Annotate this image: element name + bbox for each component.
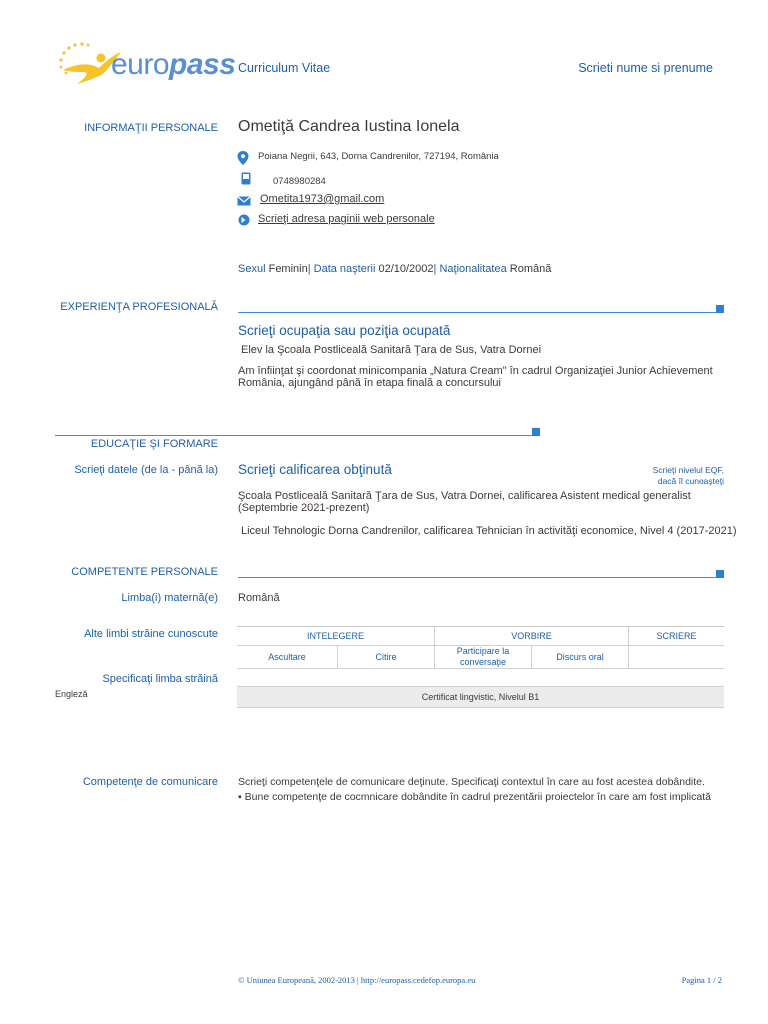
- experience-place: Elev la Şcoala Postliceală Sanitară Ţara de Sus, Vatra Dornei: [241, 344, 542, 356]
- sub-spoken-interaction: Participare la conversaţie: [435, 646, 532, 669]
- sex-value: Feminin: [268, 263, 308, 275]
- doc-type-title: Curriculum Vitae: [238, 61, 331, 75]
- name-placeholder-header: Scrieti nume si prenume: [578, 61, 713, 75]
- communication-label: Competenţe de comunicare: [82, 776, 218, 788]
- website-icon: [238, 214, 250, 226]
- phone-number: 0748980284: [273, 176, 326, 187]
- eqf-line-1: Scrieţi nivelul EQF,: [652, 465, 724, 475]
- email-icon: [237, 196, 251, 206]
- europass-logo: [55, 40, 236, 90]
- nationality-value: Română: [509, 263, 552, 275]
- personal-details-line: Sexul Feminin| Data naşterii 02/10/2002| Naţionalitatea Română: [238, 263, 552, 275]
- address: Poiana Negrii, 643, Dorna Candrenilor, 727194, România: [258, 151, 499, 162]
- sub-writing-empty: [629, 646, 725, 669]
- experience-title: Scrieţi ocupaţia sau poziţia ocupată: [238, 323, 451, 338]
- logo-wordmark: europass: [111, 48, 236, 81]
- email-link[interactable]: Ometita1973@gmail.com: [260, 193, 385, 205]
- education-dates-label: Scrieţi datele (de la - până la): [74, 464, 218, 476]
- section-label-experience: EXPERIENŢA PROFESIONALĂ: [60, 301, 218, 313]
- specify-language-label: Specificaţi limba străină: [102, 673, 218, 685]
- language-table-head-row: [237, 627, 724, 646]
- website-link[interactable]: Scrieţi adresa paginii web personale: [258, 213, 435, 225]
- language-skills-table: [237, 626, 724, 669]
- eqf-line-2: dacă îl cunoaşteţi: [657, 476, 724, 486]
- section-label-competences: COMPETENTE PERSONALE: [71, 566, 218, 578]
- experience-desc-1: Am înfiinţat şi coordonat minicompania „Natura Cream" în cadrul Organizaţiei Junior Achievement: [238, 365, 713, 377]
- full-name: Ometiţă Candrea Iustina Ionela: [238, 118, 460, 135]
- certificate-row: [237, 686, 724, 708]
- education-entry-1-line-1: Şcoala Postliceală Sanitară Ţara de Sus, Vatra Dornei, calificarea Asistent medical generalist: [238, 490, 691, 502]
- section-marker-competences: [716, 570, 724, 578]
- section-rule-competences: [238, 577, 716, 578]
- section-label-personal: INFORMAŢII PERSONALE: [84, 122, 218, 134]
- education-entry-2: Liceul Tehnologic Dorna Candrenilor, calificarea Tehnician în activităţi economice, Nivel 4 (2017-2021): [241, 525, 737, 537]
- language-name: Engleză: [55, 689, 88, 699]
- sex-label: Sexul: [238, 263, 266, 275]
- sub-reading: Citire: [338, 646, 435, 669]
- education-title: Scrieţi calificarea obţinută: [238, 462, 392, 477]
- location-icon: [237, 151, 249, 165]
- sub-spoken-production: Discurs oral: [532, 646, 629, 669]
- footer-copyright: © Uniunea Europeană, 2002-2013 | http://europass.cedefop.europa.eu: [238, 975, 476, 985]
- head-writing: SCRIERE: [629, 627, 725, 646]
- communication-line-1: Scrieţi competenţele de comunicare deţinute. Specificaţi contextul în care au fost acestea dobândite.: [238, 776, 705, 788]
- section-rule-experience: [238, 312, 716, 313]
- experience-desc-2: România, ajungând până în etapa finală a concursului: [238, 377, 501, 389]
- footer-page-number: Pagina 1 / 2: [681, 975, 722, 985]
- section-label-education: EDUCAŢIE ŞI FORMARE: [90, 438, 218, 450]
- language-table-sub-row: [237, 646, 724, 669]
- birth-label: Data naşterii: [313, 263, 376, 275]
- certificate-text: Certificat lingvistic, Nivelul B1: [421, 692, 540, 702]
- head-understanding: INTELEGERE: [237, 627, 435, 646]
- communication-line-2: ▪ Bune competenţe de cocmnicare dobândite în cadrul prezentării proiectelor în care am fost implicată: [238, 791, 711, 803]
- phone-icon: [241, 172, 251, 185]
- section-rule-education: [55, 435, 532, 436]
- eqf-level-note: [653, 465, 724, 487]
- birth-value: 02/10/2002: [378, 263, 434, 275]
- mother-tongue-value: Română: [238, 592, 280, 604]
- nationality-label: Naţionalitatea: [439, 263, 507, 275]
- head-speaking: VORBIRE: [435, 627, 629, 646]
- section-marker-education: [532, 428, 540, 436]
- mother-tongue-label: Limba(i) maternă(e): [121, 592, 218, 604]
- other-languages-label: Alte limbi străine cunoscute: [84, 628, 218, 640]
- section-marker-experience: [716, 305, 724, 313]
- education-entry-1-line-2: (Septembrie 2021-prezent): [238, 502, 370, 514]
- sub-listening: Ascultare: [237, 646, 338, 669]
